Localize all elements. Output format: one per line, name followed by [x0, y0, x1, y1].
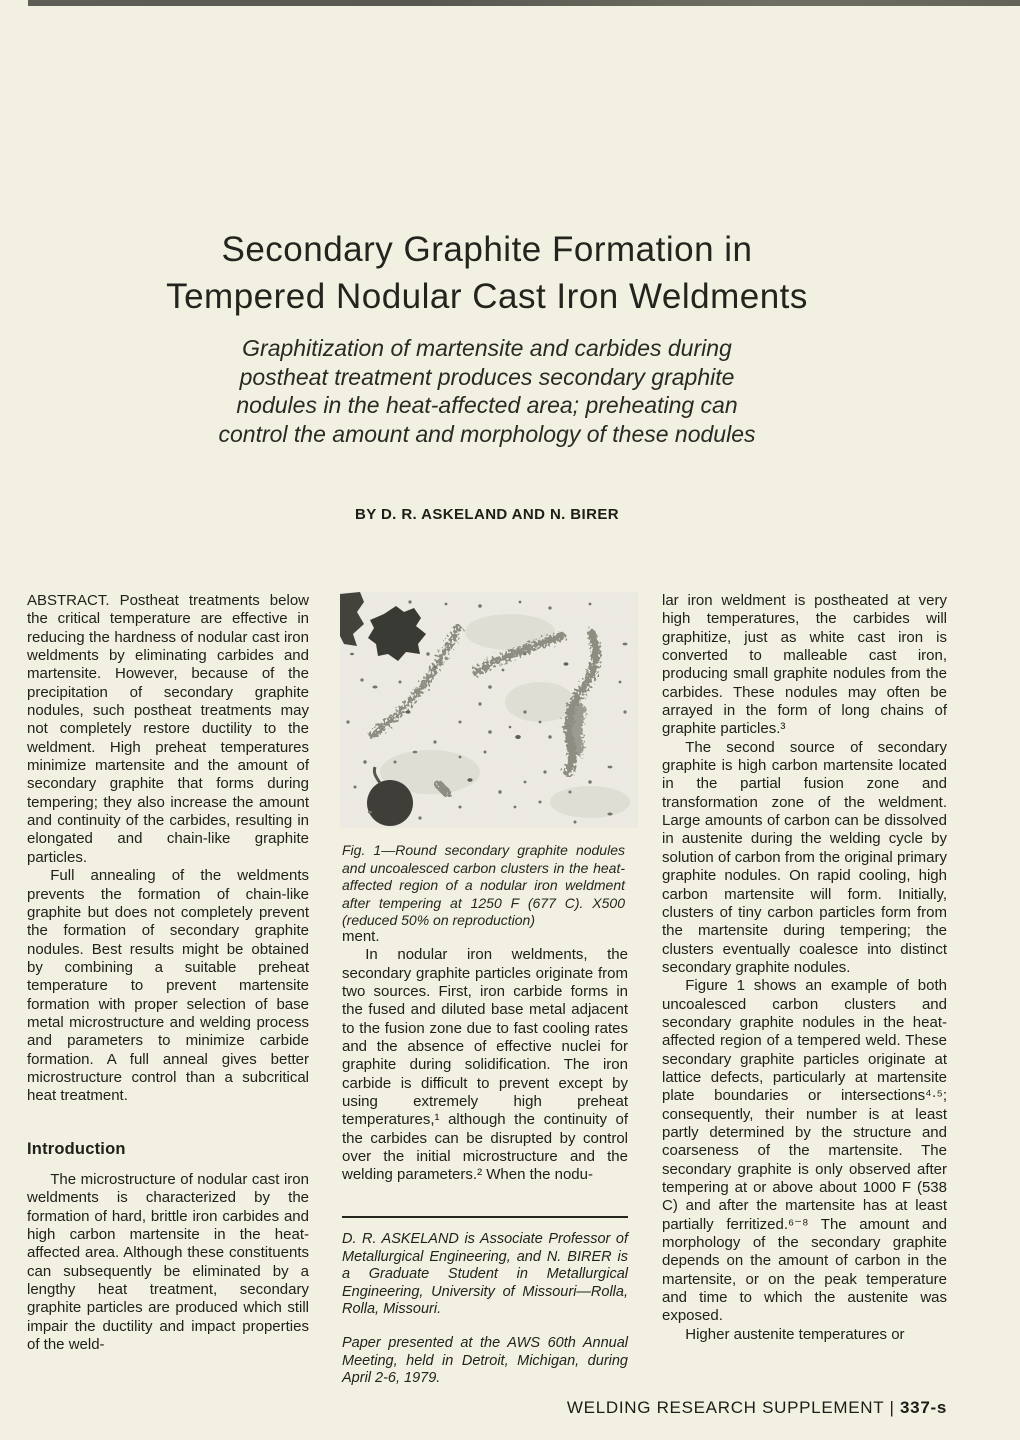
right-paragraph-2: The second source of secondary graphite is high carbon martensite located in the partial fusion zone and transformation zone of the weldment. Large amounts of carbon can be dissolved in austenite during the welding cycle by solution of carbon from the original primary graphite nodules. On rapid cooling, high carbon martensite will form. Initially, clusters of tiny carbon particles form from the martensite during tempering; the clusters eventually coalesce into distinct secondary graphite nodules. — [662, 738, 947, 976]
figure-1-caption: Fig. 1—Round secondary graphite nodules and uncoalesced carbon clusters in the heat-affected region of a nodular iron weldment after tempering at 1250 F (677 C). X500 (reduced 50% on reproduction) — [342, 842, 625, 929]
author-affiliation-note: D. R. ASKELAND is Associate Professor of Metallurgical Engineering, and N. BIRER is a Graduate Student in Metallurgical Engineering, University of Missouri—Rolla, Rolla, Missouri. — [342, 1231, 628, 1318]
middle-column — [342, 928, 628, 1185]
presentation-note: Paper presented at the AWS 60th Annual Meeting, held in Detroit, Michigan, during April 2-6, 1979. — [342, 1334, 628, 1387]
middle-paragraph-2: In nodular iron weldments, the secondary graphite particles originate from two sources. First, iron carbide forms in the fused and diluted base metal adjacent to the fusion zone due to fast cooling rates and the absence of effective nuclei for graphite during solidification. The iron carbide is difficult to prevent except by using extremely high preheat temperatures,¹ although the continuity of the carbides can be disrupted by control over the initial microstructure and the welding parameters.² When the nodu- — [342, 946, 628, 1184]
right-paragraph-4: Higher austenite temperatures or — [685, 1325, 905, 1343]
footer-separator: | — [889, 1398, 895, 1417]
figure-micrograph — [340, 592, 638, 828]
section-heading-introduction: Introduction — [27, 1139, 126, 1158]
subtitle-line2: postheat treatment produces secondary graphite — [239, 363, 735, 390]
journal-name: WELDING RESEARCH SUPPLEMENT — [566, 1398, 885, 1417]
subtitle-line4: control the amount and morphology of these nodules — [218, 420, 756, 447]
subtitle-line3: nodules in the heat-affected area; preheating can — [236, 392, 738, 418]
scan-edge-artifact — [28, 0, 1020, 6]
author-note-block — [342, 1216, 628, 1388]
abstract-paragraph: ABSTRACT. Postheat treatments below the critical temperature are effective in reducing the hardness of nodular cast iron weldments by eliminating carbides and martensite. However, because of the precipitation of secondary graphite nodules, such postheat treatments may not completely restore ductility to the weldment. High preheat temperatures minimize martensite and the amount of secondary graphite that forms during tempering; they also increase the amount and continuity of the carbides, resulting in elongated and chain-like graphite particles. — [27, 592, 309, 866]
article-title-line1: Secondary Graphite Formation in — [221, 230, 753, 270]
figure-1 — [340, 592, 638, 930]
right-paragraph-3: Figure 1 shows an example of both uncoalesced carbon clusters and secondary graphite nodules in the heat-affected region of a tempered weld. These secondary graphite particles originate at lattice defects, particularly at martensite plate boundaries or intersections⁴·⁵; consequently, their number is at least partly determined by the structure and coarseness of the martensite. The secondary graphite is only observed after tempering at or above about 1000 F (538 C) and after the martensite has at least partially ferritized.⁶⁻⁸ The amount and morphology of the secondary graphite depends on the amount of carbon in the martensite, or on the peak temperature and time to which the austenite was exposed. — [662, 977, 947, 1325]
abstract-paragraph-2: Full annealing of the weldments prevents the formation of chain-like graphite but does not completely prevent the formation of secondary graphite nodules. Best results might be obtained by combining a suitable preheat temperature to prevent martensite formation with proper selection of base metal microstructure and welding process and parameters to minimize carbide formation. A full anneal gives better microstructure control than a subcritical heat treatment. — [27, 867, 309, 1105]
right-column — [662, 592, 947, 1344]
article-title — [27, 226, 947, 320]
article-title-line2: Tempered Nodular Cast Iron Weldments — [166, 277, 808, 317]
article-subtitle — [27, 334, 947, 448]
left-column — [27, 592, 309, 1354]
subtitle-line1: Graphitization of martensite and carbides during — [242, 335, 732, 361]
page-number: 337-s — [900, 1398, 947, 1417]
continued-paragraph: ment. — [342, 928, 380, 945]
page-footer — [27, 1398, 947, 1418]
byline: BY D. R. ASKELAND AND N. BIRER — [355, 506, 619, 523]
introduction-paragraph: The microstructure of nodular cast iron weldments is characterized by the formation of hard, brittle iron carbides and high carbon martensite in the heat-affected area. Although these constituents can subsequently be eliminated by a lengthy heat treatment, secondary graphite particles are produced which still impair the ductility and impact properties of the weld- — [27, 1170, 309, 1354]
right-paragraph-1: lar iron weldment is postheated at very high temperatures, the carbides will graphitize, just as white cast iron is converted to malleable cast iron, producing small graphite nodules from the carbides. These nodules may often be arrayed in the form of long chains of graphite particles.³ — [662, 592, 947, 738]
